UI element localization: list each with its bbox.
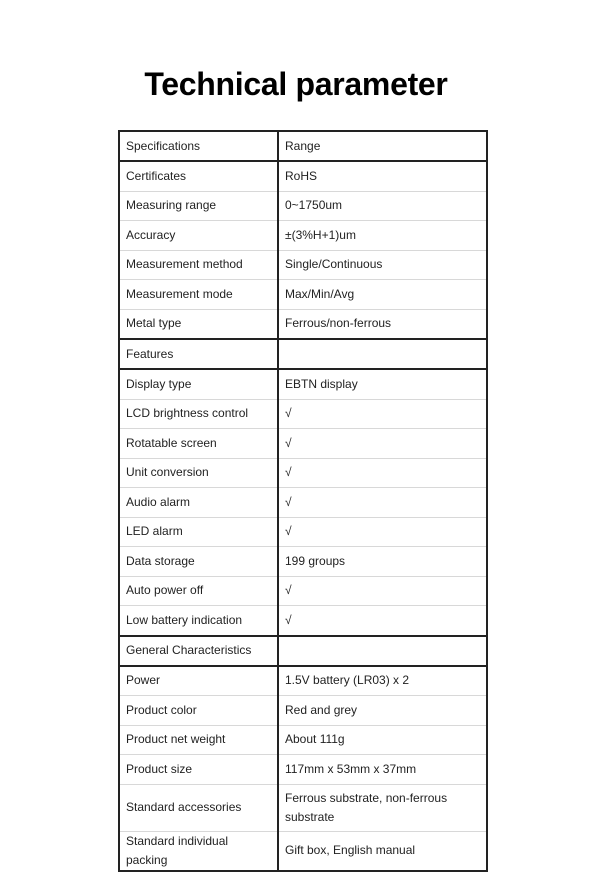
general-name: Standard individual packing: [119, 831, 278, 871]
general-value: Gift box, English manual: [285, 843, 416, 857]
table-row: [119, 250, 487, 280]
spec-name: Metal type: [119, 309, 278, 339]
feature-value: √: [278, 429, 487, 459]
feature-value: 199 groups: [278, 547, 487, 577]
table-row: [119, 576, 487, 606]
table-row: [119, 755, 487, 785]
table-row: [119, 458, 487, 488]
feature-name: Rotatable screen: [119, 429, 278, 459]
spec-value: ±(3%H+1)um: [278, 221, 487, 251]
table-row: [119, 399, 487, 429]
spec-name: Measurement method: [119, 250, 278, 280]
general-name: Power: [119, 666, 278, 696]
general-value: Ferrous substrate, non-ferrous substrate: [278, 784, 487, 831]
page-title: Technical parameter: [144, 66, 448, 102]
feature-value: √: [278, 606, 487, 636]
spec-value: Single/Continuous: [278, 250, 487, 280]
feature-name: Display type: [119, 369, 278, 399]
table-row: [119, 280, 487, 310]
feature-name: Auto power off: [119, 576, 278, 606]
feature-value: EBTN display: [278, 369, 487, 399]
feature-name: LED alarm: [119, 517, 278, 547]
table-row: [119, 309, 487, 339]
spec-value: 0~1750um: [278, 191, 487, 221]
table-row: [119, 488, 487, 518]
feature-name: Unit conversion: [119, 458, 278, 488]
table-row: [119, 369, 487, 399]
table-row: [119, 784, 487, 831]
general-value: 1.5V battery (LR03) x 2: [278, 666, 487, 696]
feature-name: Audio alarm: [119, 488, 278, 518]
feature-value: √: [278, 576, 487, 606]
table-row: [119, 161, 487, 191]
general-value: 117mm x 53mm x 37mm: [278, 755, 487, 785]
spec-name: Measurement mode: [119, 280, 278, 310]
spec-name: Measuring range: [119, 191, 278, 221]
table-row: [119, 429, 487, 459]
general-value: About 111g: [278, 725, 487, 755]
spec-value: RoHS: [278, 161, 487, 191]
feature-name: Data storage: [119, 547, 278, 577]
section-label: General Characteristics: [119, 636, 278, 666]
feature-name: LCD brightness control: [119, 399, 278, 429]
table-row: [119, 517, 487, 547]
table-row: [119, 547, 487, 577]
feature-value: √: [278, 488, 487, 518]
spec-value: Ferrous/non-ferrous: [278, 309, 487, 339]
feature-value: √: [278, 399, 487, 429]
table-row: [119, 191, 487, 221]
section-label: Features: [119, 339, 278, 369]
table-row: [119, 696, 487, 726]
feature-value: √: [278, 517, 487, 547]
table-row: [119, 666, 487, 696]
section-row-general-characteristics: [119, 636, 487, 666]
section-value: [278, 636, 487, 666]
table-row: [119, 606, 487, 636]
table-header-row: [119, 131, 487, 161]
technical-parameter-table: [118, 130, 488, 872]
section-value: [278, 339, 487, 369]
header-specifications: Specifications: [119, 131, 278, 161]
spec-name: Accuracy: [119, 221, 278, 251]
spec-value: Max/Min/Avg: [278, 280, 487, 310]
header-range: Range: [278, 131, 487, 161]
general-name: Product size: [119, 755, 278, 785]
feature-name: Low battery indication: [119, 606, 278, 636]
general-name: Product color: [119, 696, 278, 726]
table-row: [119, 831, 487, 871]
general-value: Red and grey: [278, 696, 487, 726]
spec-name: Certificates: [119, 161, 278, 191]
general-name: Product net weight: [119, 725, 278, 755]
table-row: [119, 725, 487, 755]
general-name: Standard accessories: [119, 784, 278, 831]
feature-value: √: [278, 458, 487, 488]
section-row-features: [119, 339, 487, 369]
table-row: [119, 221, 487, 251]
